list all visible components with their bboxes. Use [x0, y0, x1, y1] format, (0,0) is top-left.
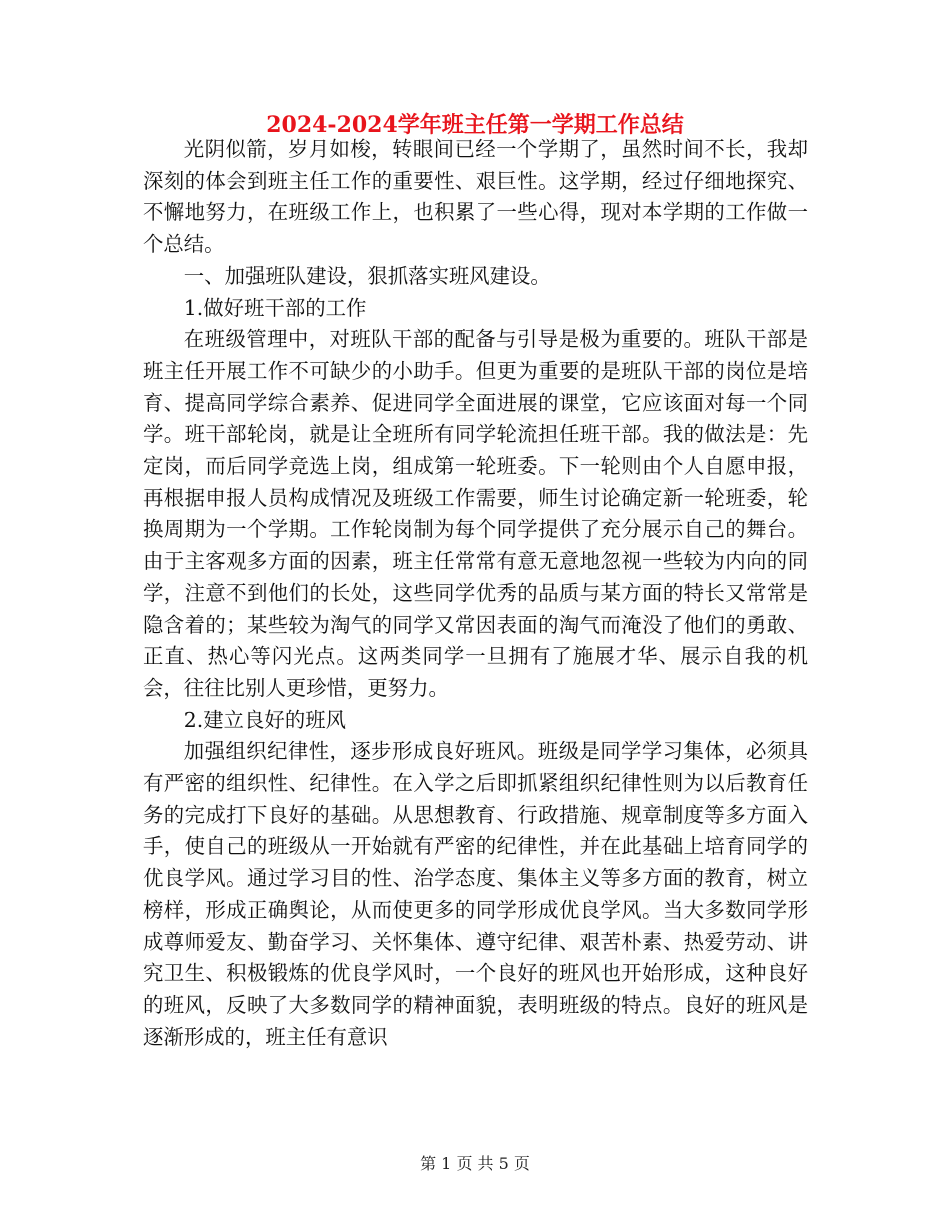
heading-subsection-2: 2.建立良好的班风: [183, 707, 346, 732]
heading-subsection-1: 1.做好班干部的工作: [183, 295, 367, 320]
document-body: [143, 134, 808, 1053]
paragraph-class-cadres: 在班级管理中，对班队干部的配备与引导是极为重要的。班队干部是班主任开展工作不可缺少的小助手。但更为重要的是班队干部的岗位是培育、提高同学综合素养、促进同学全面进展的课堂，它应该面对每一个同学。班干部轮岗，就是让全班所有同学轮流担任班干部。我的做法是：先定岗，而后同学竞选上岗，组成第一轮班委。下一轮则由个人自愿申报，再根据申报人员构成情况及班级工作需要，师生讨论确定新一轮班委，轮换周期为一个学期。工作轮岗制为每个同学提供了充分展示自己的舞台。由于主客观多方面的因素，班主任常常有意无意地忽视一些较为内向的同学，注意不到他们的长处，这些同学优秀的品质与某方面的特长又常常是隐含着的；某些较为淘气的同学又常因表面的淘气而淹没了他们的勇敢、正直、热心等闪光点。这两类同学一旦拥有了施展才华、展示自我的机会，往往比别人更珍惜，更努力。: [143, 327, 808, 700]
heading-section-1: 一、加强班队建设，狠抓落实班风建设。: [183, 263, 551, 288]
paragraph-class-style: 加强组织纪律性，逐步形成良好班风。班级是同学学习集体，必须具有严密的组织性、纪律性。在入学之后即抓紧组织纪律性则为以后教育任务的完成打下良好的基础。从思想教育、行政措施、规章制度等多方面入手，使自己的班级从一开始就有严密的纪律性，并在此基础上培育同学的优良学风。通过学习目的性、治学态度、集体主义等多方面的教育，树立榜样，形成正确舆论，从而使更多的同学形成优良学风。当大多数同学形成尊师爱友、勤奋学习、关怀集体、遵守纪律、艰苦朴素、热爱劳动、讲究卫生、积极锻炼的优良学风时，一个良好的班风也开始形成，这种良好的班风，反映了大多数同学的精神面貌，表明班级的特点。良好的班风是逐渐形成的，班主任有意识: [143, 739, 808, 1049]
page-footer: 第 1 页 共 5 页: [420, 1154, 530, 1173]
paragraph-intro: 光阴似箭，岁月如梭，转眼间已经一个学期了，虽然时间不长，我却深刻的体会到班主任工作的重要性、艰巨性。这学期，经过仔细地探究、不懈地努力，在班级工作上，也积累了一些心得，现对本学期的工作做一个总结。: [143, 137, 808, 257]
document-title: 2024-2024学年班主任第一学期工作总结: [266, 112, 684, 138]
